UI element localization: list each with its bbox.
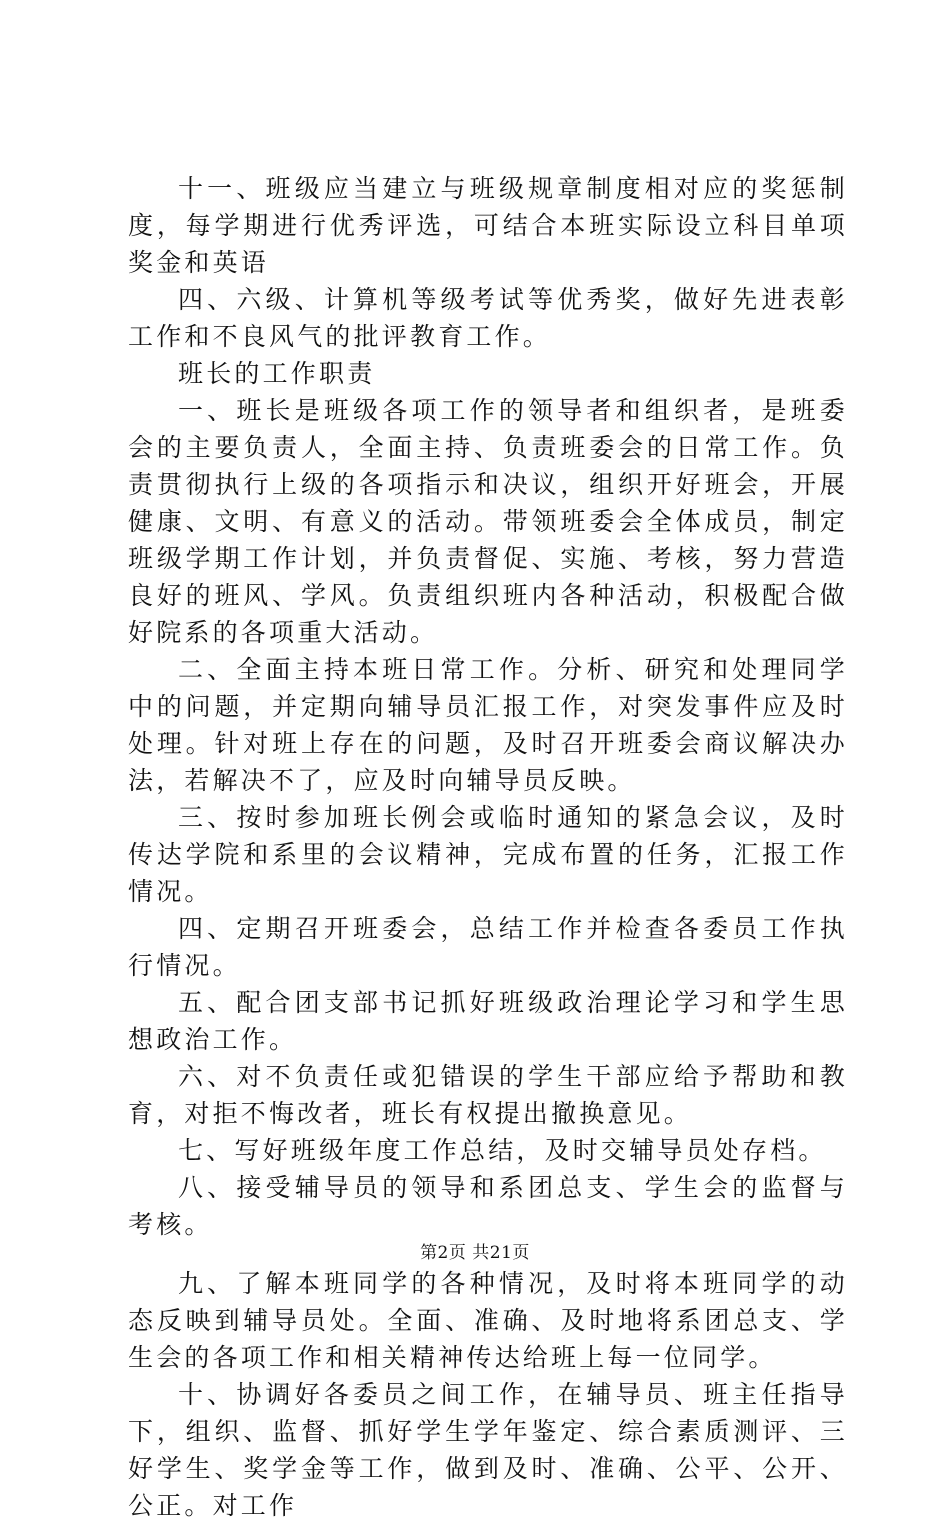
paragraph-11: 九、了解本班同学的各种情况，及时将本班同学的动态反映到辅导员处。全面、准确、及时地将系团总支、学生会的各项工作和相关精神传达给班上每一位同学。 [128,1269,848,1372]
paragraph-9: 七、写好班级年度工作总结，及时交辅导员处存档。 [178,1136,827,1165]
paragraph-2: 四、六级、计算机等级考试等优秀奖，做好先进表彰工作和不良风气的批评教育工作。 [128,285,848,351]
paragraph-10: 八、接受辅导员的领导和系团总支、学生会的监督与考核。 [128,1173,848,1239]
section-heading: 班长的工作职责 [178,359,376,388]
paragraph-12: 十、协调好各委员之间工作，在辅导员、班主任指导下，组织、监督、抓好学生学年鉴定、综合素质测评、三好学生、奖学金等工作，做到及时、准确、公平、公开、公正。对工作 [128,1380,848,1520]
paragraph-1: 十一、班级应当建立与班级规章制度相对应的奖惩制度，每学期进行优秀评选，可结合本班实际设立科目单项奖金和英语 [128,174,848,277]
document-body [128,170,848,1524]
page-footer [0,1238,950,1263]
paragraph-6: 四、定期召开班委会，总结工作并检查各委员工作执行情况。 [128,914,848,980]
paragraph-7: 五、配合团支部书记抓好班级政治理论学习和学生思想政治工作。 [128,988,848,1054]
page-number: 第2页 共21页 [420,1243,530,1263]
paragraph-4: 二、全面主持本班日常工作。分析、研究和处理同学中的问题，并定期向辅导员汇报工作，对突发事件应及时处理。针对班上存在的问题，及时召开班委会商议解决办法，若解决不了，应及时向辅导员反映。 [128,655,848,795]
paragraph-5: 三、按时参加班长例会或临时通知的紧急会议，及时传达学院和系里的会议精神，完成布置的任务，汇报工作情况。 [128,803,848,906]
paragraph-3: 一、班长是班级各项工作的领导者和组织者，是班委会的主要负责人，全面主持、负责班委会的日常工作。负责贯彻执行上级的各项指示和决议，组织开好班会，开展健康、文明、有意义的活动。带领班委会全体成员，制定班级学期工作计划，并负责督促、实施、考核，努力营造良好的班风、学风。负责组织班内各种活动，积极配合做好院系的各项重大活动。 [128,396,848,647]
paragraph-8: 六、对不负责任或犯错误的学生干部应给予帮助和教育，对拒不悔改者，班长有权提出撤换意见。 [128,1062,848,1128]
